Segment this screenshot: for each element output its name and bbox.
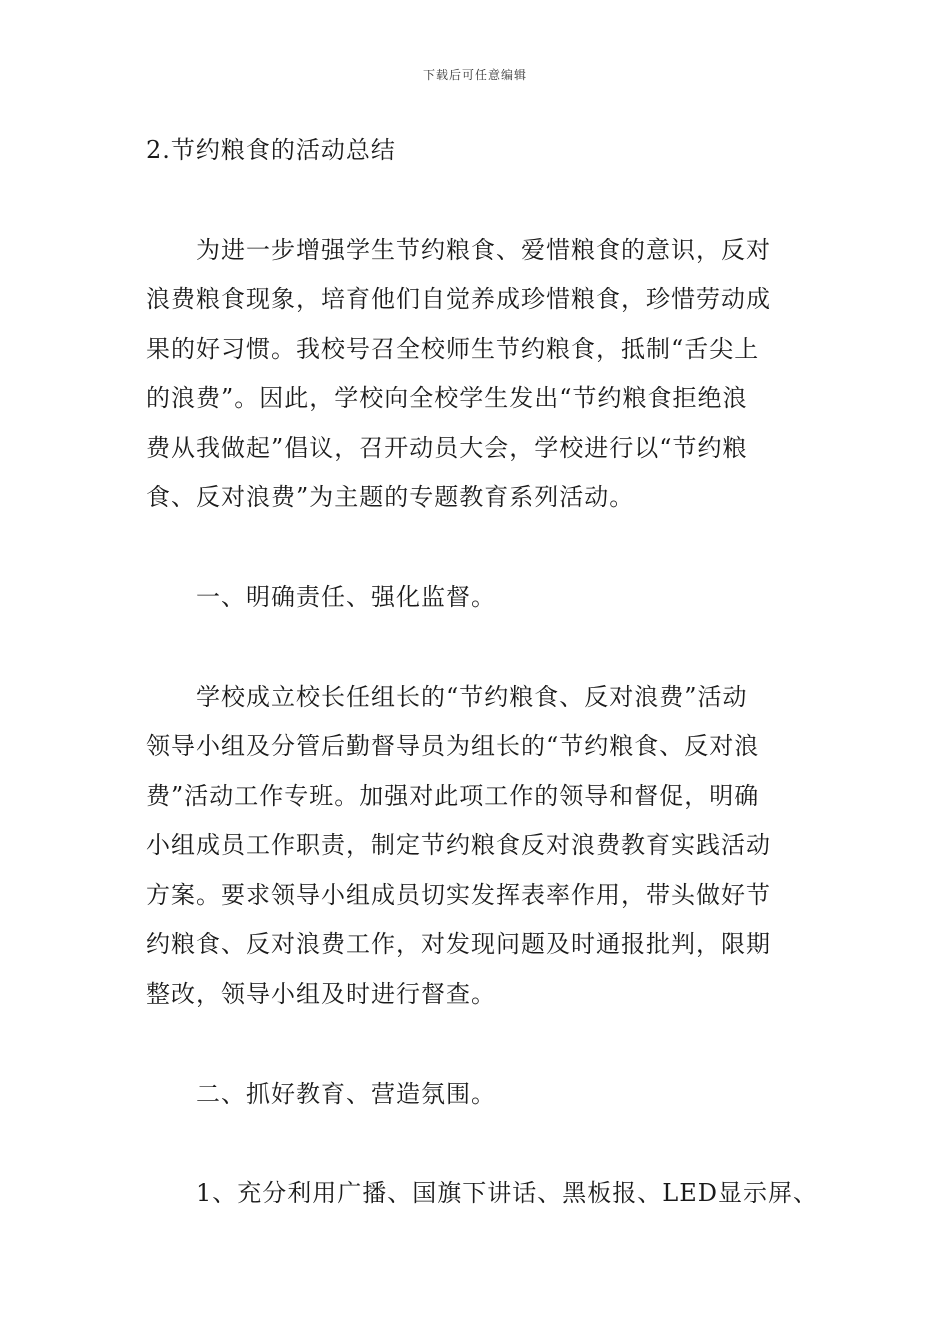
paragraph-2-line-5: 方案。要求领导小组成员切实发挥表率作用，带头做好节	[146, 881, 771, 909]
paragraph-1-line-4: 的浪费”。因此，学校向全校学生发出“节约粮食拒绝浪	[146, 384, 748, 412]
document-title: 2.节约粮食的活动总结	[146, 136, 396, 164]
paragraph-2-line-3: 费”活动工作专班。加强对此项工作的领导和督促，明确	[146, 782, 760, 810]
paragraph-1-line-3: 果的好习惯。我校号召全校师生节约粮食，抵制“舌尖上	[146, 335, 760, 363]
paragraph-1-line-6: 食、反对浪费”为主题的专题教育系列活动。	[146, 483, 635, 511]
paragraph-2-line-4: 小组成员工作职责，制定节约粮食反对浪费教育实践活动	[146, 831, 771, 859]
paragraph-1-line-5: 费从我做起”倡议，召开动员大会，学校进行以“节约粮	[146, 434, 748, 462]
paragraph-2-line-7: 整改，领导小组及时进行督查。	[146, 980, 496, 1008]
paragraph-2-line-2: 领导小组及分管后勤督导员为组长的“节约粮食、反对浪	[146, 732, 760, 760]
paragraph-1-line-2: 浪费粮食现象，培育他们自觉养成珍惜粮食，珍惜劳动成	[146, 285, 771, 313]
paragraph-2-line-6: 约粮食、反对浪费工作，对发现问题及时通报批判，限期	[146, 930, 771, 958]
section-2-heading: 二、抓好教育、营造氛围。	[196, 1080, 496, 1108]
item-1-line-1: 1、充分利用广播、国旗下讲话、黑板报、LED显示屏、	[196, 1179, 818, 1207]
paragraph-1-line-1: 为进一步增强学生节约粮食、爱惜粮食的意识，反对	[196, 236, 771, 264]
section-1-heading: 一、明确责任、强化监督。	[196, 583, 496, 611]
page-header: 下载后可任意编辑	[422, 68, 527, 82]
paragraph-2-line-1: 学校成立校长任组长的“节约粮食、反对浪费”活动	[196, 683, 748, 711]
